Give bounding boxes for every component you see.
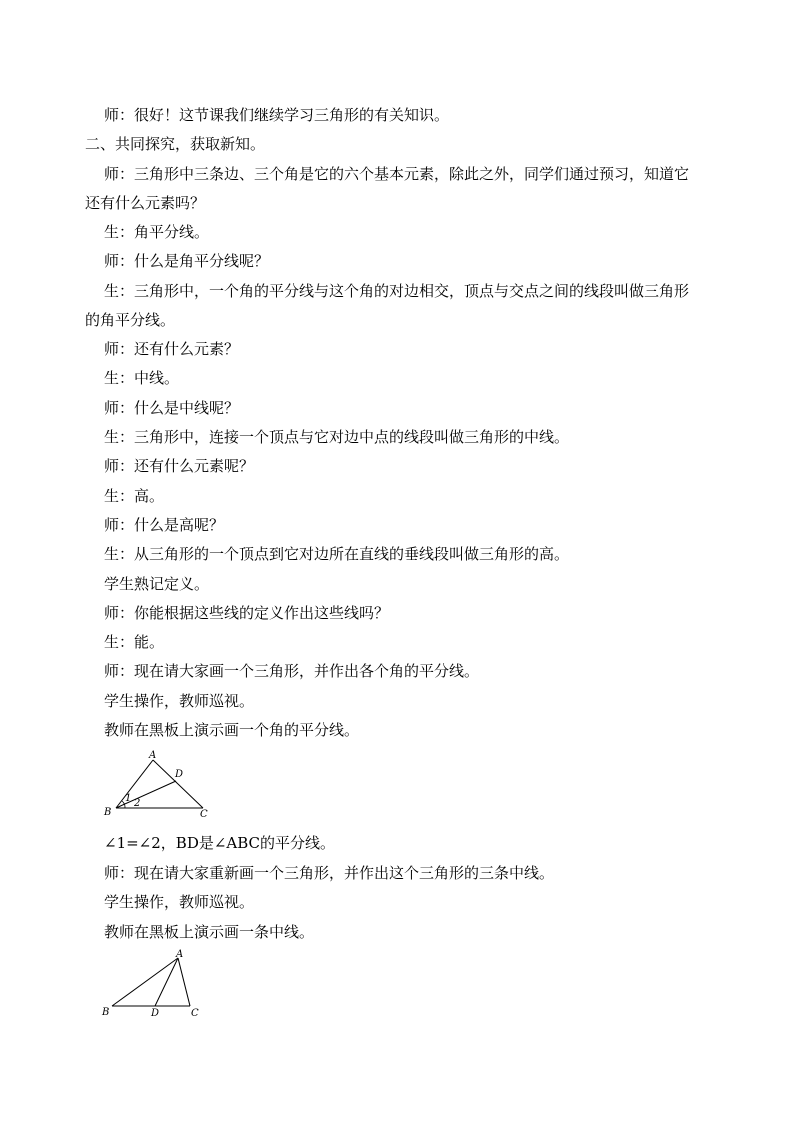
text-line: 学生操作，教师巡视。 xyxy=(104,692,255,710)
text-line: 师：很好！这节课我们继续学习三角形的有关知识。 xyxy=(104,106,450,124)
label-c: C xyxy=(200,809,208,820)
text-line: 还有什么元素吗？ xyxy=(85,194,206,212)
text-line: 生：从三角形的一个顶点到它对边所在直线的垂线段叫做三角形的高。 xyxy=(104,545,570,563)
text-line: 师：什么是角平分线呢？ xyxy=(104,252,270,270)
text-line: 生：中线。 xyxy=(104,369,180,387)
label-a: A xyxy=(149,750,157,761)
label-b: B xyxy=(102,1007,110,1018)
angle-bisector-figure xyxy=(96,748,226,822)
text-line: 教师在黑板上演示画一个角的平分线。 xyxy=(104,721,360,739)
label-c: C xyxy=(191,1008,199,1019)
median-ad xyxy=(155,958,178,1006)
text-line: 师：三角形中三条边、三个角是它的六个基本元素，除此之外，同学们通过预习，知道它 xyxy=(104,165,690,183)
section-heading: 二、共同探究，获取新知。 xyxy=(85,135,266,153)
side-ba xyxy=(112,958,178,1006)
text-line: ∠1=∠2，BD是∠ABC的平分线。 xyxy=(104,834,336,852)
angle-arc-2 xyxy=(125,804,126,808)
text-line: 生：三角形中，一个角的平分线与这个角的对边相交，顶点与交点之间的线段叫做三角形 xyxy=(104,282,690,300)
text-line: 生：能。 xyxy=(104,633,165,651)
text-line: 师：还有什么元素呢？ xyxy=(104,457,255,475)
label-angle-2: 2 xyxy=(134,798,141,809)
label-b: B xyxy=(104,807,112,818)
text-line: 师：现在请大家重新画一个三角形，并作出这个三角形的三条中线。 xyxy=(104,864,555,882)
label-angle-1: 1 xyxy=(125,793,132,804)
text-line: 师：现在请大家画一个三角形，并作出各个角的平分线。 xyxy=(104,662,480,680)
text-line: 生：高。 xyxy=(104,487,165,505)
text-line: 教师在黑板上演示画一条中线。 xyxy=(104,923,315,941)
label-d: D xyxy=(151,1008,160,1019)
side-ac xyxy=(153,760,203,808)
text-line: 师：还有什么元素？ xyxy=(104,340,240,358)
text-line: 师：什么是高呢？ xyxy=(104,516,225,534)
median-figure xyxy=(96,948,216,1022)
text-line: 师：什么是中线呢？ xyxy=(104,399,240,417)
text-line: 的角平分线。 xyxy=(85,311,176,329)
label-d: D xyxy=(175,769,184,780)
text-line: 师：你能根据这些线的定义作出这些线吗？ xyxy=(104,604,390,622)
text-line: 生：三角形中，连接一个顶点与它对边中点的线段叫做三角形的中线。 xyxy=(104,428,570,446)
side-ac xyxy=(178,958,190,1006)
text-line: 学生熟记定义。 xyxy=(104,575,210,593)
text-line: 生：角平分线。 xyxy=(104,223,210,241)
label-a: A xyxy=(176,949,184,960)
text-line: 学生操作，教师巡视。 xyxy=(104,893,255,911)
